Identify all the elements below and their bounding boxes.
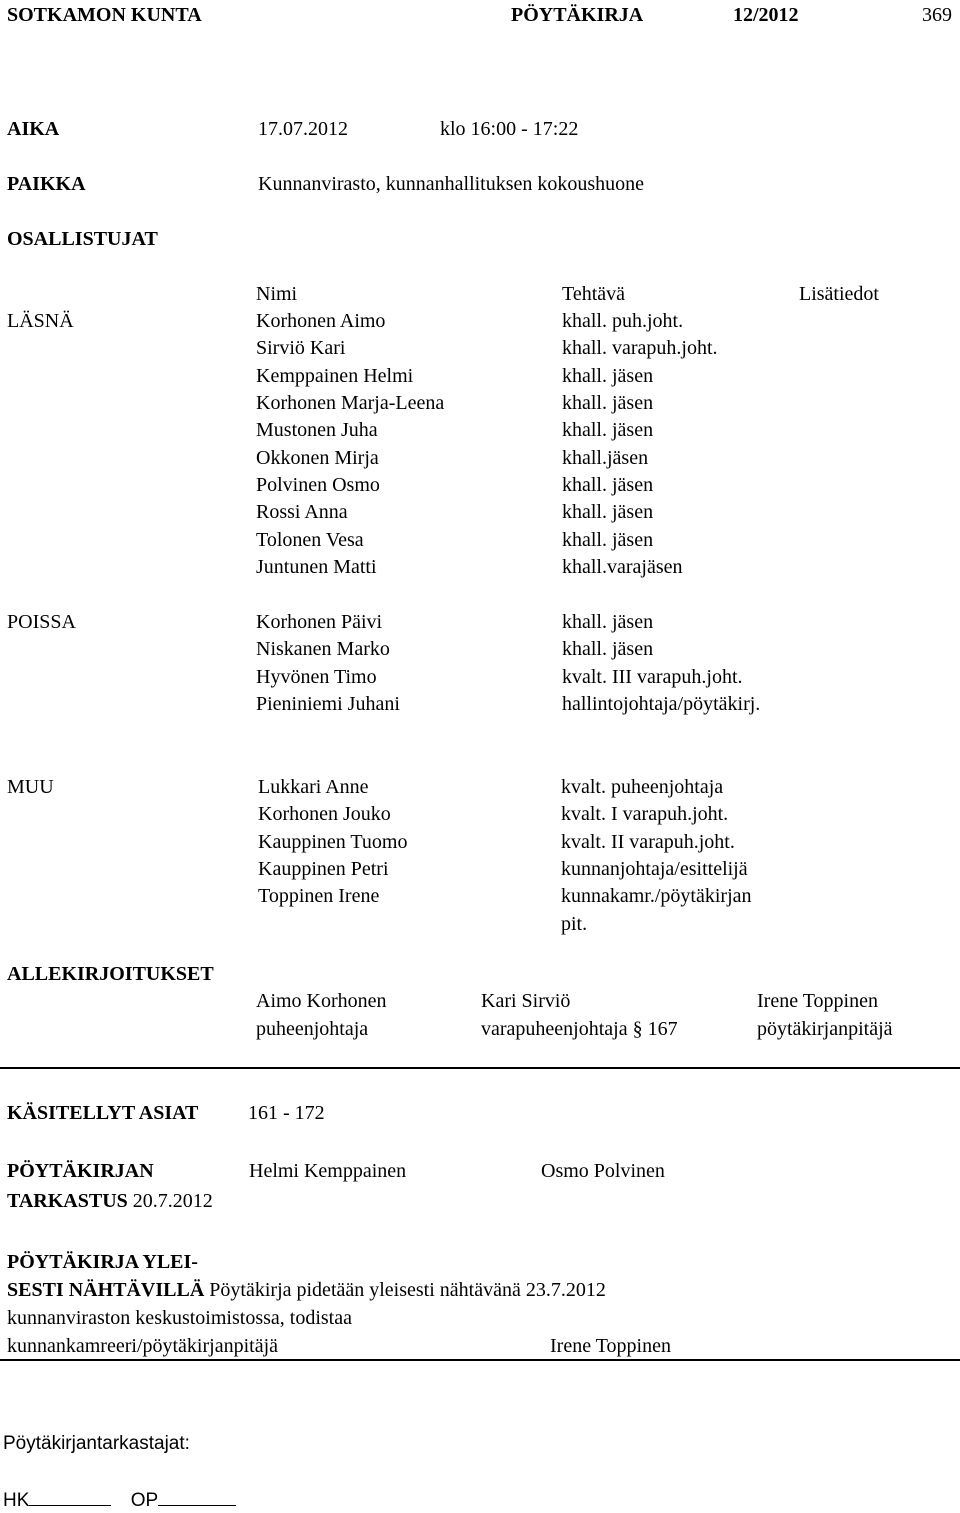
- aika-date: 17.07.2012: [258, 118, 348, 140]
- participant-name: Tolonen Vesa: [256, 529, 364, 551]
- initials-blank-line: [158, 1487, 236, 1506]
- municipality-name: SOTKAMON KUNTA: [7, 4, 202, 26]
- participant-name: Polvinen Osmo: [256, 474, 380, 496]
- tarkastus-label-line2: TARKASTUS: [7, 1190, 128, 1212]
- participant-role: khall.jäsen: [562, 447, 649, 469]
- participant-role: khall. jäsen: [562, 638, 654, 660]
- participant-role: kvalt. I varapuh.joht.: [561, 803, 729, 825]
- participant-role: kvalt. II varapuh.joht.: [561, 831, 735, 853]
- column-header-info: Lisätiedot: [799, 283, 879, 305]
- nahtavilla-text: kunnanviraston keskustoimistossa, todistaa: [7, 1307, 352, 1329]
- participant-name: Niskanen Marko: [256, 638, 390, 660]
- checker-name: Osmo Polvinen: [541, 1160, 665, 1182]
- tarkastus-date: 20.7.2012: [132, 1190, 213, 1212]
- participant-role-continued: pit.: [561, 913, 588, 935]
- tarkastajat-initials: [3, 1487, 236, 1513]
- participant-name: Korhonen Päivi: [256, 611, 383, 633]
- kasitellyt-label: KÄSITELLYT ASIAT: [7, 1102, 199, 1124]
- participant-name: Kemppainen Helmi: [256, 365, 414, 387]
- signer-name: Aimo Korhonen: [256, 990, 387, 1012]
- aika-label: AIKA: [7, 118, 60, 140]
- nahtavilla-signer: Irene Toppinen: [550, 1335, 671, 1357]
- participant-role: khall. puh.joht.: [562, 310, 684, 332]
- aika-time: klo 16:00 - 17:22: [440, 118, 579, 140]
- participant-name: Pieniniemi Juhani: [256, 693, 400, 715]
- nahtavilla-text: Pöytäkirja pidetään yleisesti nähtävänä 23.7.2012: [209, 1279, 606, 1301]
- allekirjoitukset-label: ALLEKIRJOITUKSET: [7, 963, 214, 985]
- participant-name: Korhonen Aimo: [256, 310, 386, 332]
- column-header-name: Nimi: [256, 283, 298, 305]
- signer-title: varapuheenjohtaja § 167: [481, 1018, 678, 1040]
- participant-role: khall. jäsen: [562, 392, 654, 414]
- signer-title: pöytäkirjanpitäjä: [757, 1018, 893, 1040]
- participant-name: Kauppinen Petri: [258, 858, 389, 880]
- checker-name: Helmi Kemppainen: [249, 1160, 407, 1182]
- document-type: PÖYTÄKIRJA: [511, 4, 644, 26]
- tarkastajat-label: Pöytäkirjantarkastajat:: [3, 1433, 190, 1454]
- participant-name: Rossi Anna: [256, 501, 348, 523]
- paikka-label: PAIKKA: [7, 173, 86, 195]
- paikka-value: Kunnanvirasto, kunnanhallituksen kokoushuone: [258, 173, 645, 195]
- initials-blank-line: [29, 1487, 111, 1506]
- participant-role: kvalt. puheenjohtaja: [561, 776, 724, 798]
- nahtavilla-label-line2: SESTI NÄHTÄVILLÄ: [7, 1279, 205, 1301]
- participant-role: khall. jäsen: [562, 474, 654, 496]
- participant-role: kunnakamr./pöytäkirjan: [561, 885, 752, 907]
- muu-label: MUU: [7, 776, 54, 798]
- participant-name: Juntunen Matti: [256, 556, 377, 578]
- page-number: 369: [922, 4, 952, 26]
- osallistujat-label: OSALLISTUJAT: [7, 228, 158, 250]
- participant-name: Korhonen Jouko: [258, 803, 391, 825]
- kasitellyt-value: 161 - 172: [248, 1102, 325, 1124]
- poissa-label: POISSA: [7, 611, 76, 633]
- participant-role: khall. jäsen: [562, 529, 654, 551]
- participant-role: khall. jäsen: [562, 611, 654, 633]
- section-divider: [0, 1067, 960, 1069]
- participant-name: Sirviö Kari: [256, 337, 346, 359]
- participant-name: Okkonen Mirja: [256, 447, 379, 469]
- participant-role: kvalt. III varapuh.joht.: [562, 666, 743, 688]
- nahtavilla-line2: [7, 1278, 606, 1302]
- signer-name: Irene Toppinen: [757, 990, 878, 1012]
- signer-title: puheenjohtaja: [256, 1018, 369, 1040]
- participant-role: kunnanjohtaja/esittelijä: [561, 858, 748, 880]
- participant-name: Toppinen Irene: [258, 885, 380, 907]
- participant-name: Hyvönen Timo: [256, 666, 377, 688]
- column-header-role: Tehtävä: [562, 283, 626, 305]
- section-divider: [0, 1359, 960, 1361]
- document-number: 12/2012: [733, 4, 799, 26]
- signer-name: Kari Sirviö: [481, 990, 571, 1012]
- participant-name: Kauppinen Tuomo: [258, 831, 408, 853]
- lasna-label: LÄSNÄ: [7, 310, 74, 332]
- participant-name: Lukkari Anne: [258, 776, 369, 798]
- participant-role: khall. jäsen: [562, 501, 654, 523]
- participant-role: khall. varapuh.joht.: [562, 337, 718, 359]
- tarkastus-label-line1: PÖYTÄKIRJAN: [7, 1160, 154, 1182]
- nahtavilla-label-line1: PÖYTÄKIRJA YLEI-: [7, 1251, 198, 1273]
- participant-role: khall. jäsen: [562, 419, 654, 441]
- participant-name: Korhonen Marja-Leena: [256, 392, 445, 414]
- participant-role: hallintojohtaja/pöytäkirj.: [562, 693, 761, 715]
- initials-hk: HK: [3, 1490, 30, 1511]
- participant-name: Mustonen Juha: [256, 419, 378, 441]
- participant-role: khall. jäsen: [562, 365, 654, 387]
- nahtavilla-text: kunnankamreeri/pöytäkirjanpitäjä: [7, 1335, 279, 1357]
- tarkastus-line2: [7, 1189, 213, 1213]
- participant-role: khall.varajäsen: [562, 556, 683, 578]
- initials-op: OP: [130, 1490, 159, 1511]
